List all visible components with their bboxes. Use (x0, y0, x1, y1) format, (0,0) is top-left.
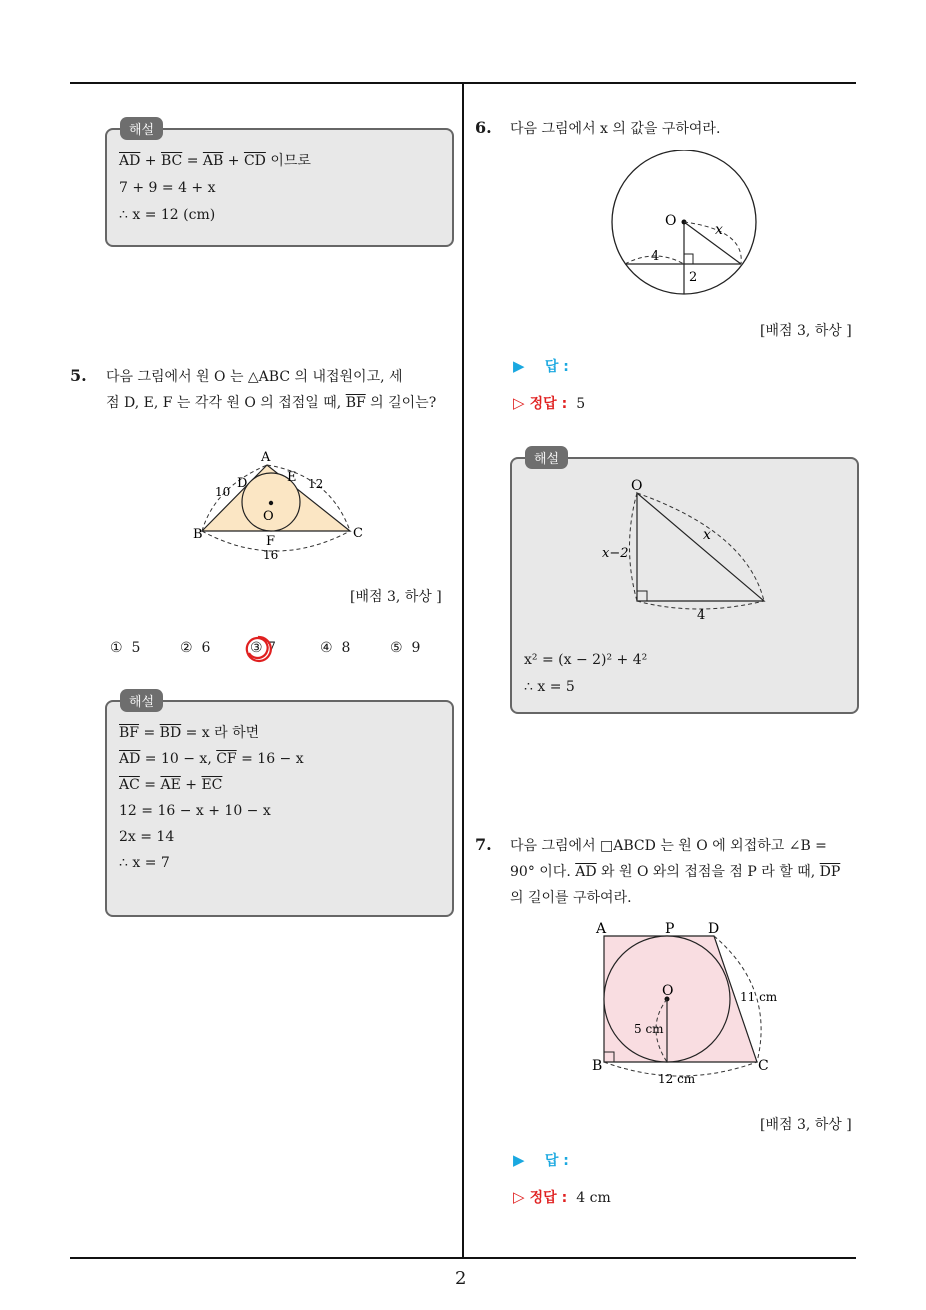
score-label: [배점 3, 하상 ] (760, 1117, 852, 1133)
solution-box-q6 (510, 457, 859, 714)
question-text: 다음 그림에서 원 O 는 △ABC 의 내접원이고, 세 (106, 369, 403, 385)
label-12cm: 12 cm (658, 1072, 696, 1086)
bottom-rule (70, 1257, 856, 1259)
solution-line: ∴ x = 12 (cm) (119, 207, 216, 223)
label-o: O (263, 509, 274, 524)
solution-line: 7 + 9 = 4 + x (119, 180, 216, 196)
correct-arrow-icon: ▷ (513, 1188, 525, 1206)
question-text: 90° 이다. $\overline{AD}$ 와 원 O 와의 접점을 점 P 라 할 때, $\overline{DP}$ (510, 864, 841, 880)
correct-answer-row (513, 391, 585, 417)
choice-4[interactable]: ④ 8 (320, 640, 351, 656)
column-divider (462, 82, 464, 1259)
correct-value: 4 cm (576, 1190, 611, 1206)
label-a: A (596, 921, 607, 937)
label-x: x (715, 222, 723, 238)
label-d: D (708, 921, 720, 937)
right-triangle (637, 493, 764, 601)
label-x: x (703, 527, 711, 543)
answer-arrow-icon: ▶ (513, 1151, 525, 1169)
correct-answer-row (513, 1185, 611, 1211)
question-number: 6. (475, 118, 492, 137)
solution-line: ∴ x = 7 (119, 855, 170, 871)
page-number: 2 (455, 1268, 467, 1289)
solution-tag: 해설 (120, 689, 163, 712)
question-text: 다음 그림에서 x 의 값을 구하여라. (510, 121, 721, 137)
label-4: 4 (651, 249, 660, 264)
center-dot (269, 501, 273, 505)
score-label: [배점 3, 하상 ] (350, 589, 442, 605)
label-c: C (353, 526, 363, 541)
q6-solution-figure (597, 477, 777, 627)
solution-line: $\overline{BF} = \overline{BD} = x$ 라 하면 (119, 725, 260, 741)
label-16: 16 (263, 548, 279, 562)
score-label: [배점 3, 하상 ] (760, 323, 852, 339)
correct-value: 5 (576, 396, 586, 412)
solution-line: x² = (x − 2)² + 4² (524, 652, 648, 668)
label-o: O (662, 983, 674, 999)
correct-label: 정답 : (529, 1190, 568, 1206)
answer-label: 답 : (544, 1153, 569, 1169)
label-10: 10 (215, 485, 231, 499)
choice-5[interactable]: ⑤ 9 (390, 640, 421, 656)
label-11cm: 11 cm (740, 990, 778, 1004)
label-p: P (665, 921, 675, 937)
solution-line: $\overline{AD} + \overline{BC} = \overline{AB} + \overline{CD}$ 이므로 (119, 153, 311, 169)
solution-line: 2x = 14 (119, 829, 175, 845)
label-12: 12 (308, 477, 324, 491)
correct-arrow-icon: ▷ (513, 394, 525, 412)
question-text: 의 길이를 구하여라. (510, 890, 632, 906)
label-e: E (287, 470, 297, 485)
solution-box-q5 (105, 700, 454, 917)
q5-figure (185, 445, 375, 570)
choice-3[interactable]: ③ 7 (250, 640, 276, 656)
question-text: 다음 그림에서 □ABCD 는 원 O 에 외접하고 ∠B = (510, 838, 827, 854)
correct-label: 정답 : (529, 396, 568, 412)
label-c: C (758, 1058, 769, 1074)
right-angle-mark (684, 254, 693, 264)
q6-figure (605, 150, 770, 300)
label-b: B (193, 527, 203, 542)
solution-tag: 해설 (525, 446, 568, 469)
solution-line: $\overline{AD} = 10 - x$, $\overline{CF} = 16 - x$ (119, 751, 304, 767)
label-b: B (592, 1058, 603, 1074)
right-angle-mark (637, 591, 647, 601)
solution-line: ∴ x = 5 (524, 679, 575, 695)
q7-figure (590, 918, 790, 1088)
label-xm2: x−2 (602, 546, 629, 561)
question-number: 5. (70, 366, 87, 385)
solution-line: $\overline{AC} = \overline{AE} + \overline{EC}$ (119, 777, 223, 793)
label-5cm: 5 cm (634, 1022, 664, 1036)
label-2: 2 (689, 270, 698, 285)
choice-1[interactable]: ① 5 (110, 640, 141, 656)
arc-xm2 (630, 493, 638, 601)
solution-tag: 해설 (120, 117, 163, 140)
question-text: 점 D, E, F 는 각각 원 O 의 접점일 때, $\overline{BF}$ 의 길이는? (106, 395, 437, 411)
answer-label: 답 : (544, 359, 569, 375)
label-a: A (261, 450, 271, 465)
answer-circle-mark (243, 634, 273, 664)
answer-row (513, 356, 569, 376)
label-d: D (237, 476, 248, 491)
label-4: 4 (697, 608, 706, 623)
answer-row (513, 1150, 569, 1170)
solution-box-q4 (105, 128, 454, 247)
label-f: F (266, 534, 276, 549)
answer-arrow-icon: ▶ (513, 357, 525, 375)
question-number: 7. (475, 835, 492, 854)
solution-line: 12 = 16 − x + 10 − x (119, 803, 271, 819)
label-o: O (631, 478, 643, 494)
label-o: O (665, 213, 677, 229)
choice-2[interactable]: ② 6 (180, 640, 211, 656)
